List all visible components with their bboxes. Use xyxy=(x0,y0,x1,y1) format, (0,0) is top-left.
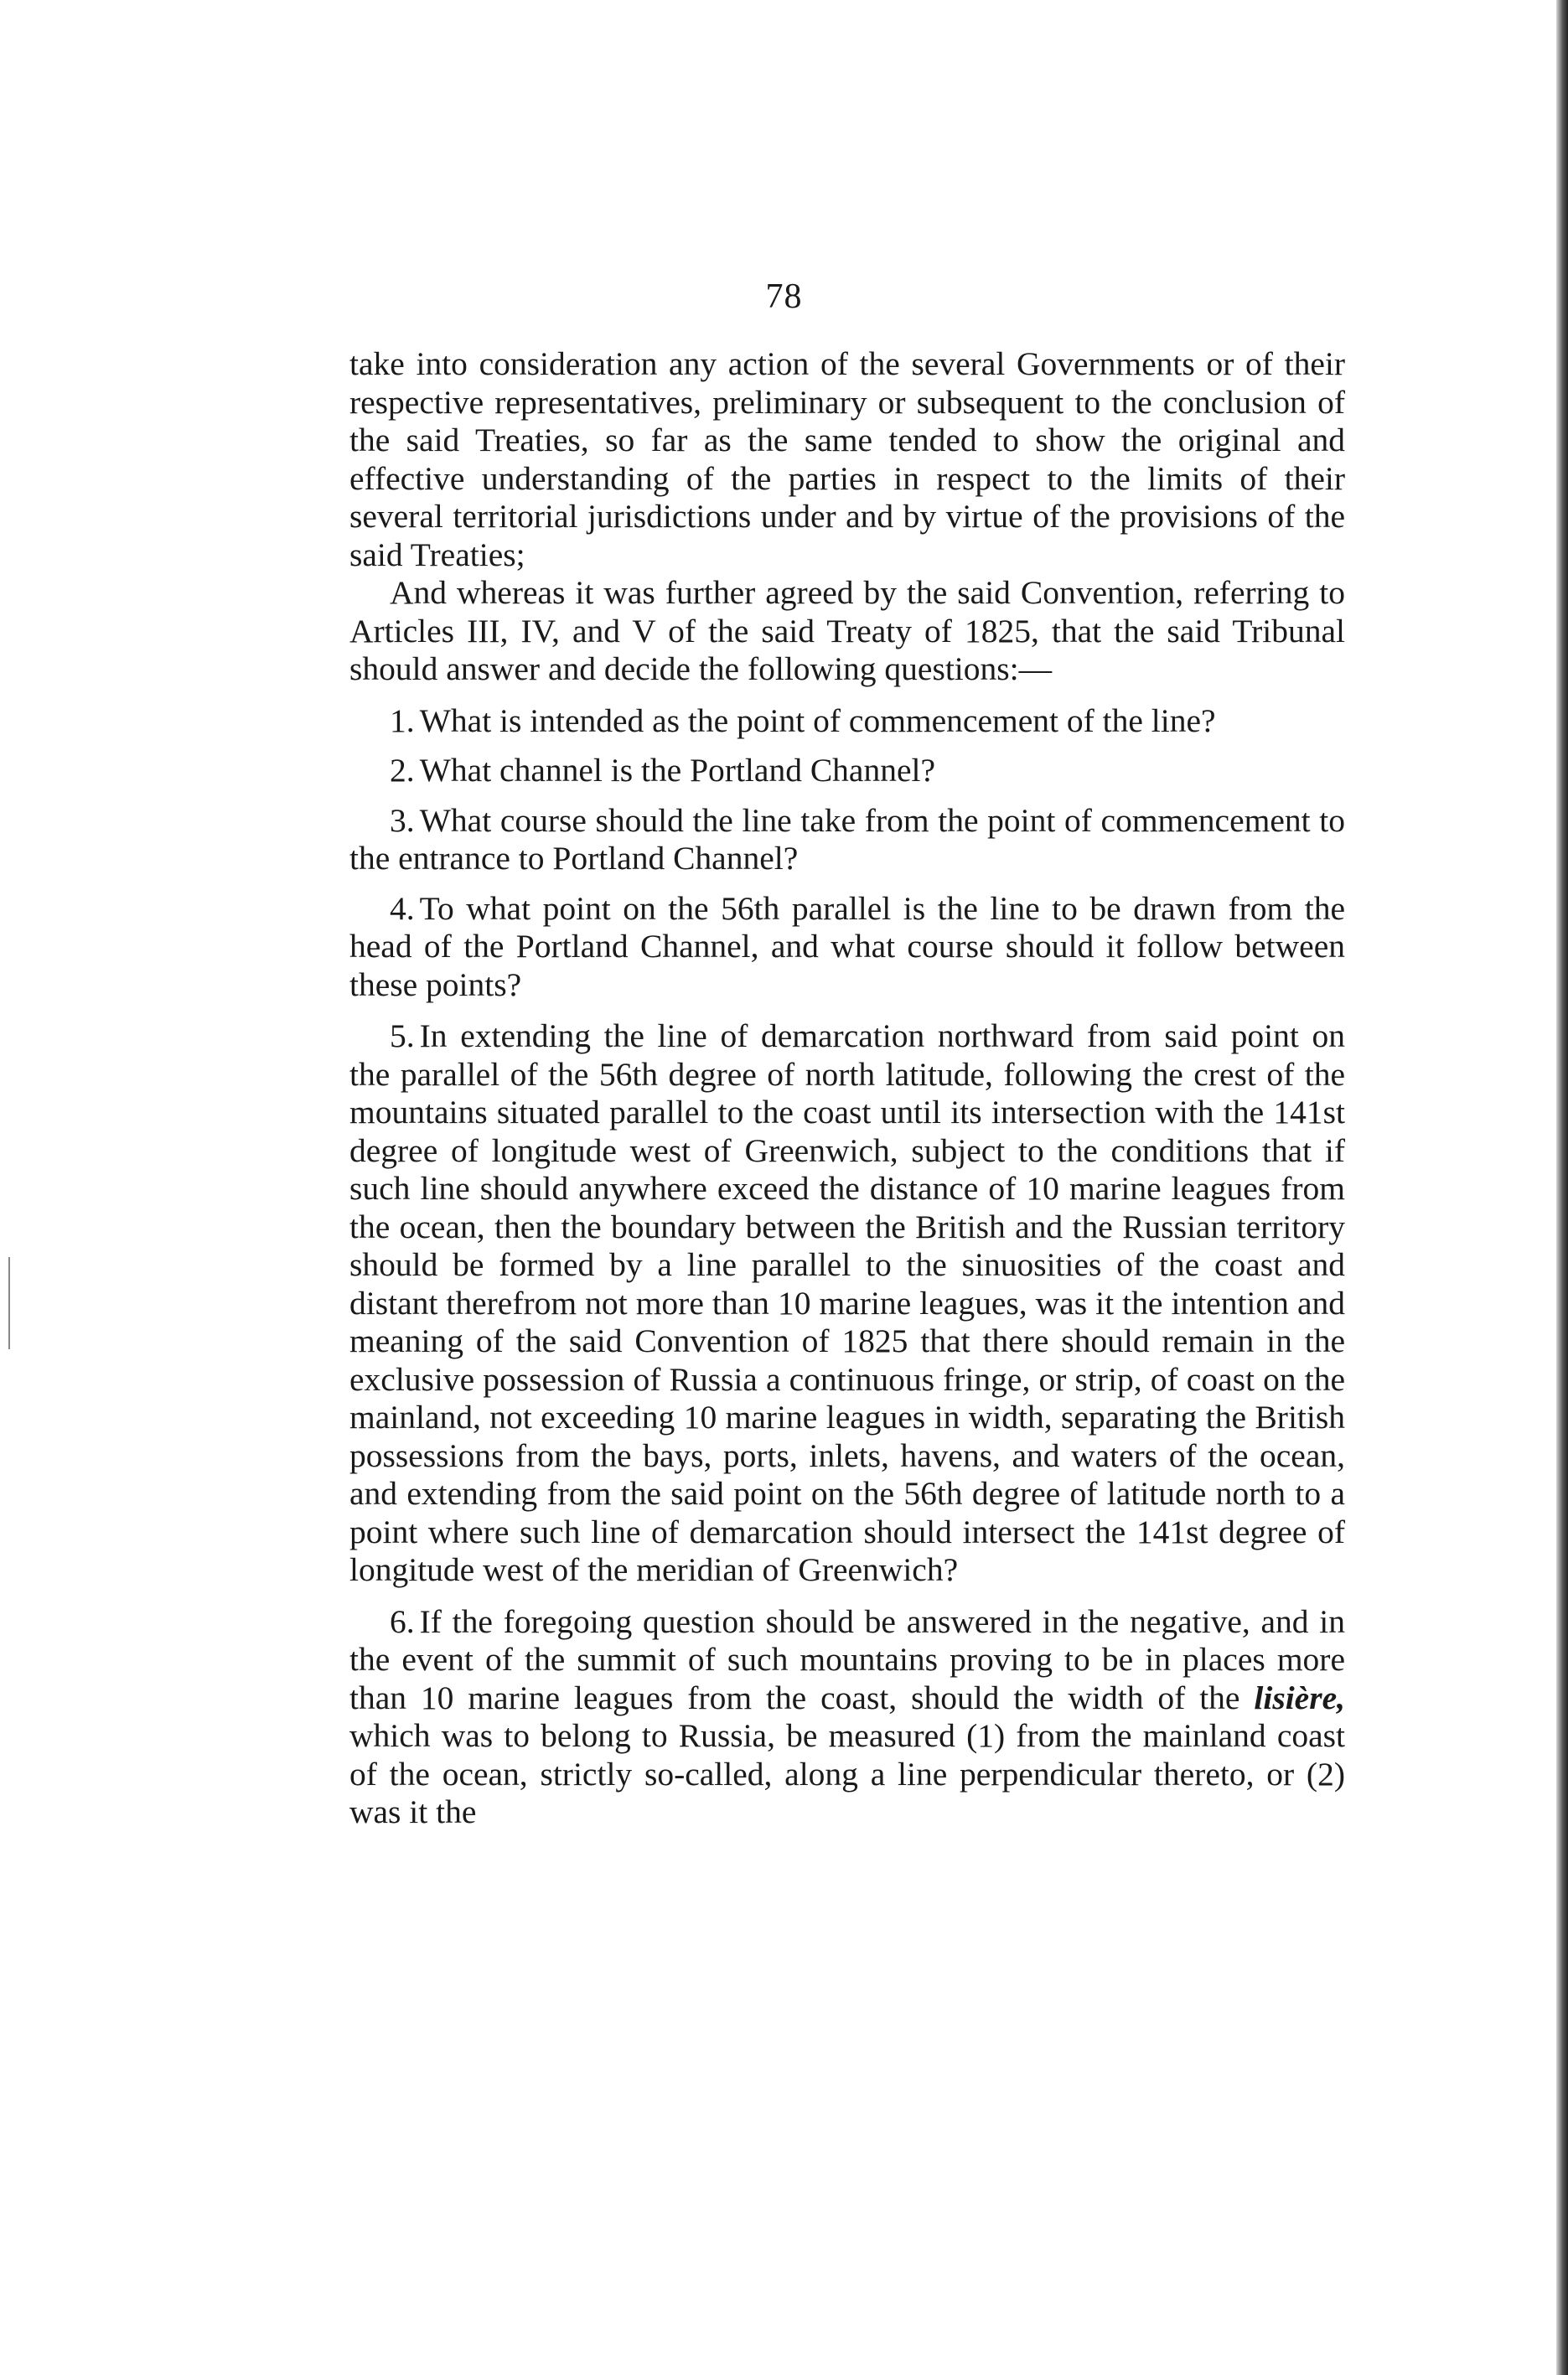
question-2 xyxy=(349,752,1345,790)
question-6 xyxy=(349,1603,1345,1832)
question-number: 3. xyxy=(390,801,415,839)
question-number: 4. xyxy=(390,889,415,927)
question-number: 1. xyxy=(390,701,415,739)
scan-edge-shadow xyxy=(1556,0,1568,2375)
opening-paragraph: take into consideration any action of the several Governments or of their respective representatives, preliminary or subsequent to the conclusion of the said Treaties, so far as the same tended to show the original and effective understanding of the parties in respect to the limits of their several territorial jurisdictions under and by virtue of the provisions of the said Treaties; xyxy=(349,345,1345,573)
question-text: What channel is the Portland Channel? xyxy=(419,752,935,789)
question-text-after-term: which was to belong to Russia, be measured (1) from the mainland coast of the ocean, strictly so-called, along a line perpendicular thereto, or (2) was it the xyxy=(349,1717,1345,1830)
question-number: 5. xyxy=(390,1017,415,1054)
whereas-paragraph: And whereas it was further agreed by the said Convention, referring to Articles III, IV, and V of the said Treaty of 1825, that the said Tribunal should answer and decide the following questions:— xyxy=(349,574,1345,687)
question-text: In extending the line of demarcation northward from said point on the parallel of the 56th degree of north latitude, following the crest of the mountains situated parallel to the coast until its intersection with the 141st degree of longitude west of Greenwich, subject to the conditions that if such line should anywhere exceed the distance of 10 marine leagues from the ocean, then the boundary between the British and the Russian territory should be formed by a line parallel to the sinuosities of the coast and distant therefrom not more than 10 marine leagues, was it the intention and meaning of the said Convention of 1825 that there should remain in the exclusive possession of Russia a continuous fringe, or strip, of coast on the mainland, not exceeding 10 marine leagues in width, separating the British possessions from the bays, ports, inlets, havens, and waters of the ocean, and extending from the said point on the 56th degree of latitude north to a point where such line of demarcation should intersect the 141st degree of longitude west of the meridian of Greenwich? xyxy=(349,1017,1345,1588)
question-text: To what point on the 56th parallel is the line to be drawn from the head of the Portland Channel, and what course should it follow between these points? xyxy=(349,889,1345,1003)
question-1 xyxy=(349,702,1345,741)
question-text-before-term: If the foregoing question should be answered in the negative, and in the event of the summit of such mountains proving to be in places more than 10 marine leagues from the coast, should the width of the xyxy=(349,1602,1345,1716)
italic-term-lisiere: lisière, xyxy=(1254,1679,1345,1716)
page-number: 78 xyxy=(765,277,803,316)
question-number: 2. xyxy=(390,752,415,789)
question-3 xyxy=(349,802,1345,878)
scan-margin-mark xyxy=(8,1257,10,1349)
question-text: What is intended as the point of commencement of the line? xyxy=(419,701,1216,739)
question-number: 6. xyxy=(390,1602,415,1640)
question-text: What course should the line take from the point of commencement to the entrance to Portland Channel? xyxy=(349,801,1345,877)
question-4 xyxy=(349,890,1345,1005)
question-5 xyxy=(349,1017,1345,1590)
document-body xyxy=(349,345,1345,1832)
